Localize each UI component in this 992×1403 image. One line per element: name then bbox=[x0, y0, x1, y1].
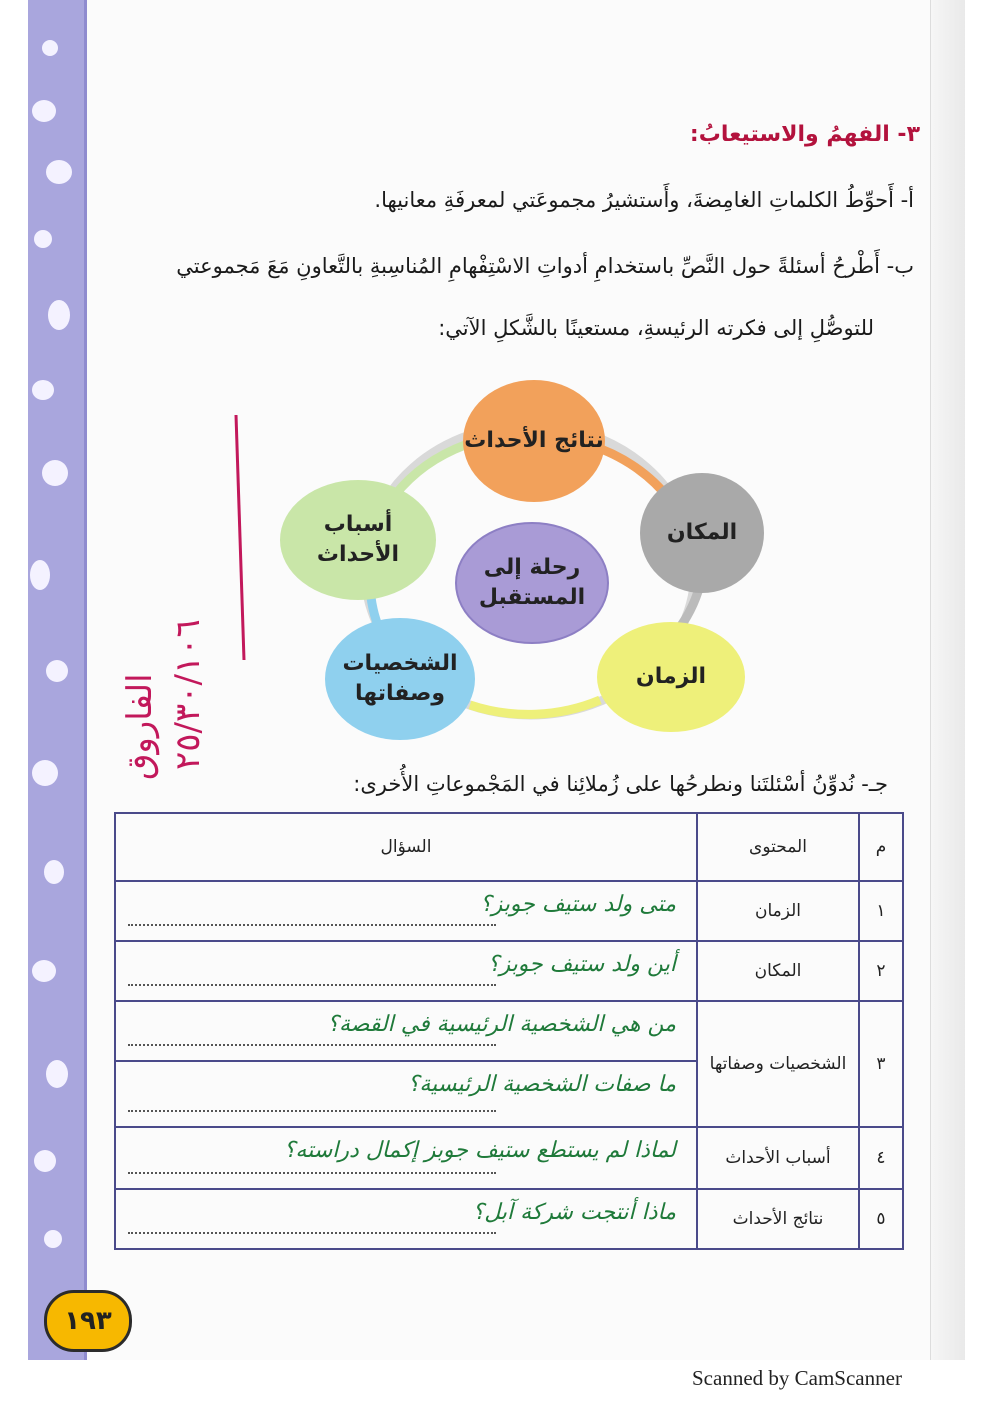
diagram-time-circle: الزمان bbox=[597, 622, 745, 732]
handwritten-margin-note-1: الفاروق bbox=[120, 673, 160, 780]
row-content: أسباب الأحداث bbox=[697, 1127, 859, 1189]
row-num: ٤ bbox=[859, 1127, 903, 1189]
row-num: ١ bbox=[859, 881, 903, 941]
questions-table bbox=[114, 812, 904, 1250]
answer-field[interactable] bbox=[115, 941, 697, 1001]
header-content: المحتوى bbox=[697, 813, 859, 881]
row-num: ٣ bbox=[859, 1001, 903, 1127]
section-heading: ٣- الفهمُ والاستيعابُ: bbox=[689, 122, 920, 147]
instruction-b-line1: ب- أَطْرحُ أسئلةً حول النَّصِّ باستخدامِ أدواتِ الاسْتِفْهامِ المُناسِبةِ بالتَّعاونِ مَعَ مَجموعتي bbox=[176, 254, 914, 278]
page-number: ١٩٣ bbox=[44, 1290, 132, 1352]
row-content: نتائج الأحداث bbox=[697, 1189, 859, 1249]
instruction-a: أ- أَحوِّطُ الكلماتِ الغامِضةَ، وأَستشيرُ مجموعَتي لمعرفَةِ معانيها. bbox=[374, 188, 914, 212]
row-num: ٥ bbox=[859, 1189, 903, 1249]
answer-field[interactable] bbox=[115, 1189, 697, 1249]
answer-text: من هي الشخصية الرئيسية في القصة؟ bbox=[327, 1012, 676, 1037]
answer-text: لماذا لم يستطع ستيف جوبز إكمال دراسته؟ bbox=[283, 1138, 676, 1163]
answer-field[interactable] bbox=[115, 1127, 697, 1189]
diagram-place-circle: المكان bbox=[640, 473, 764, 593]
handwritten-margin-line bbox=[0, 0, 300, 700]
instruction-c: جـ- نُدوِّنُ أسْئلتَنا ونطرحُها على زُملائِنا في المَجْموعاتِ الأُخرى: bbox=[353, 772, 888, 796]
answer-field[interactable] bbox=[115, 881, 697, 941]
scanner-footer: Scanned by CamScanner bbox=[692, 1366, 902, 1390]
diagram-causes-circle: أسباب الأحداث bbox=[280, 480, 436, 600]
diagram-center-circle: رحلة إلى المستقبل bbox=[455, 522, 609, 644]
answer-text: متى ولد ستيف جوبز؟ bbox=[479, 892, 676, 917]
answer-text: ما صفات الشخصية الرئيسية؟ bbox=[407, 1072, 676, 1097]
header-num: م bbox=[859, 813, 903, 881]
answer-field[interactable] bbox=[115, 1001, 697, 1061]
header-question: السؤال bbox=[115, 813, 697, 881]
row-content: الزمان bbox=[697, 881, 859, 941]
handwritten-margin-note-2: ٢٥/٣٠/١٠٦ bbox=[168, 619, 208, 770]
answer-text: ماذا أنتجت شركة آبل؟ bbox=[472, 1200, 676, 1225]
diagram-characters-circle: الشخصيات وصفاتها bbox=[325, 618, 475, 740]
row-content: الشخصيات وصفاتها bbox=[697, 1001, 859, 1127]
diagram-results-circle: نتائج الأحداث bbox=[463, 380, 605, 502]
answer-field[interactable] bbox=[115, 1061, 697, 1127]
row-num: ٢ bbox=[859, 941, 903, 1001]
row-content: المكان bbox=[697, 941, 859, 1001]
instruction-b-line2: للتوصُّلِ إلى فكرته الرئيسةِ، مستعينًا بالشَّكلِ الآتي: bbox=[438, 316, 874, 340]
answer-text: أين ولد ستيف جوبز؟ bbox=[487, 952, 676, 977]
